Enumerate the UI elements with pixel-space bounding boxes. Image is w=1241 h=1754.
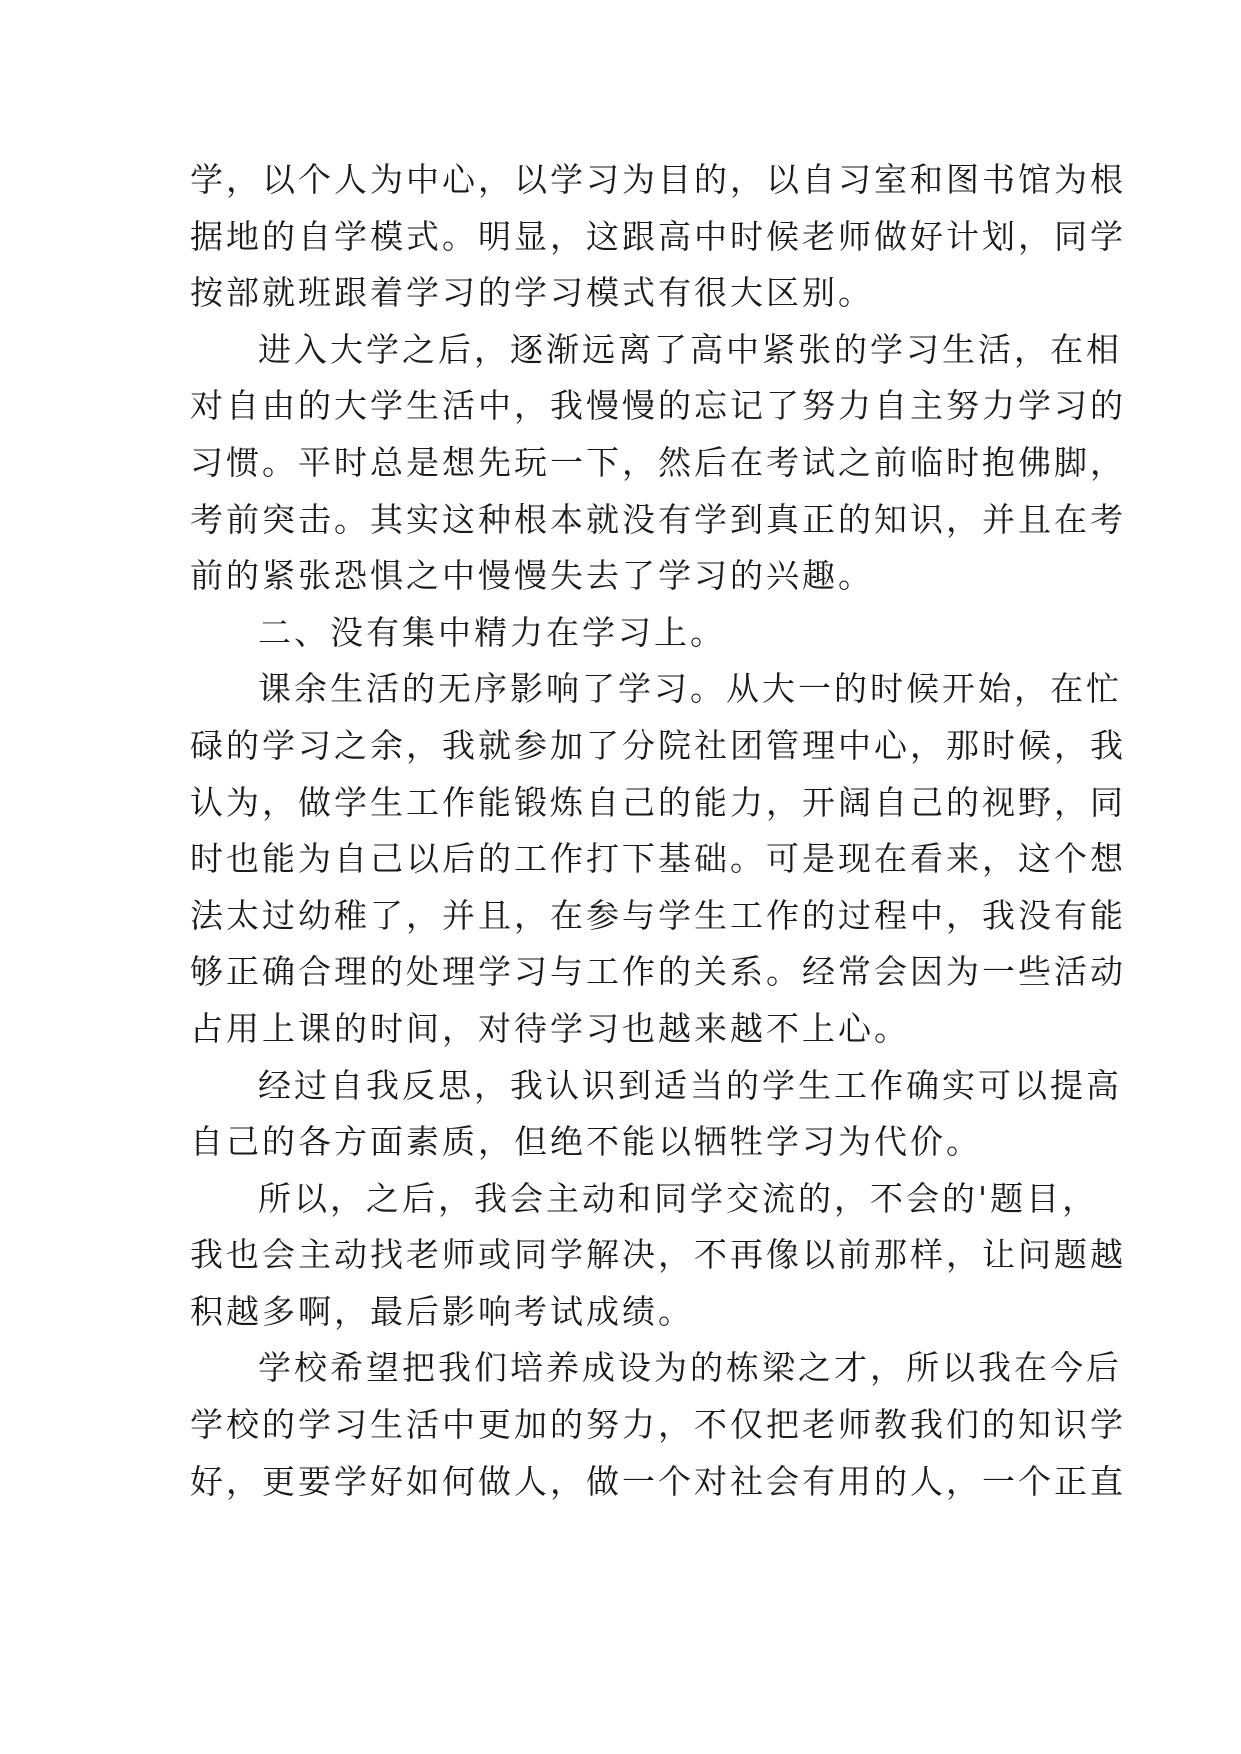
text-line: 时也能为自己以后的工作打下基础。可是现在看来，这个想 — [190, 839, 1126, 879]
text-line: 按部就班跟着学习的学习模式有很大区别。 — [190, 273, 874, 313]
paragraph-start-line: 所以，之后，我会主动和同学交流的，不会的'题目， — [258, 1178, 1099, 1218]
paragraph-start-line: 经过自我反思，我认识到适当的学生工作确实可以提高 — [258, 1065, 1122, 1105]
section-heading: 二、没有集中精力在学习上。 — [258, 612, 726, 652]
text-line: 学校的学习生活中更加的努力，不仅把老师教我们的知识学 — [190, 1405, 1126, 1445]
text-line: 自己的各方面素质，但绝不能以牺牲学习为代价。 — [190, 1122, 982, 1162]
text-line: 据地的自学模式。明显，这跟高中时候老师做好计划，同学 — [190, 216, 1126, 256]
text-line: 习惯。平时总是想先玩一下，然后在考试之前临时抱佛脚， — [190, 442, 1126, 482]
text-line: 碌的学习之余，我就参加了分院社团管理中心，那时候，我 — [190, 725, 1126, 765]
text-line: 法太过幼稚了，并且，在参与学生工作的过程中，我没有能 — [190, 895, 1126, 935]
paragraph-start-line: 学校希望把我们培养成设为的栋梁之才，所以我在今后 — [258, 1348, 1122, 1388]
text-line: 占用上课的时间，对待学习也越来越不上心。 — [190, 1008, 910, 1048]
text-line: 我也会主动找老师或同学解决，不再像以前那样，让问题越 — [190, 1235, 1126, 1275]
paragraph-start-line: 课余生活的无序影响了学习。从大一的时候开始，在忙 — [258, 669, 1122, 709]
paragraph-start-line: 进入大学之后，逐渐远离了高中紧张的学习生活，在相 — [258, 329, 1122, 369]
text-line: 对自由的大学生活中，我慢慢的忘记了努力自主努力学习的 — [190, 386, 1126, 426]
text-line: 考前突击。其实这种根本就没有学到真正的知识，并且在考 — [190, 499, 1126, 539]
text-line: 积越多啊，最后影响考试成绩。 — [190, 1291, 694, 1331]
text-line: 学，以个人为中心，以学习为目的，以自习室和图书馆为根 — [190, 160, 1126, 199]
text-line: 够正确合理的处理学习与工作的关系。经常会因为一些活动 — [190, 952, 1126, 992]
body-text — [190, 152, 1126, 1510]
text-line: 前的紧张恐惧之中慢慢失去了学习的兴趣。 — [190, 556, 874, 596]
text-line: 好，更要学好如何做人，做一个对社会有用的人，一个正直 — [190, 1461, 1126, 1501]
text-line: 认为，做学生工作能锻炼自己的能力，开阔自己的视野，同 — [190, 782, 1126, 822]
